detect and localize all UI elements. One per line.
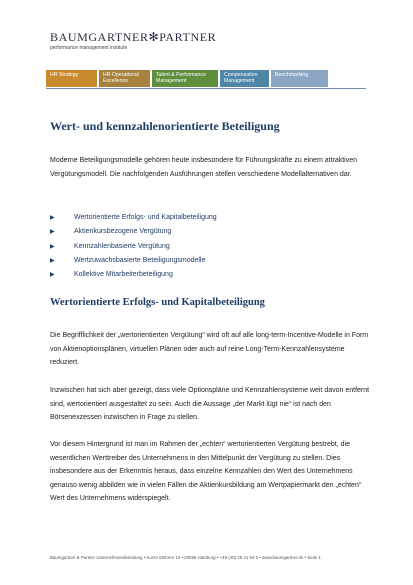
tab-talent-performance-management[interactable]: Talent & Performance Management xyxy=(152,70,218,87)
list-item[interactable] xyxy=(50,268,217,282)
nav-divider xyxy=(46,88,366,89)
bullet-arrow-icon: ▶ xyxy=(50,272,55,279)
tab-compensation-management[interactable]: Compensation Management xyxy=(220,70,269,87)
bullet-arrow-icon: ▶ xyxy=(50,257,55,264)
list-item-label: Wertzuwachsbasierte Beteiligungsmodelle xyxy=(74,256,206,264)
tab-hr-strategy[interactable]: HR Strategy xyxy=(46,70,97,87)
list-item-label: Wertorientierte Erfolgs- und Kapitalbeteiligung xyxy=(74,214,217,221)
tab-benchmarking[interactable]: Benchmarking xyxy=(271,70,328,87)
company-logo xyxy=(50,31,216,51)
logo-name: BAUMGARTNER✻PARTNER xyxy=(50,30,217,44)
body-paragraph: Inzwischen hat sich aber gezeigt, dass viele Optionspläne und Kennzahlensysteme weit davon entfernt sind, wertorientiert ausgestaltet zu sein. Auch die Aussage „der Markt lügt nie“ ist nach den Börsenexzessen inzwischen in Frage zu stellen. xyxy=(50,387,370,421)
body-paragraph: Vor diesem Hintergrund ist man im Rahmen der „echten“ wertorientierten Vergütung bestrebt, die wesentlichen Werttreiber des Unternehmens in den Mittelpunkt der Vergütung zu stellen. Dies insbesondere aus der Erkenntnis heraus, dass einzelne Kennzahlen den Wert des Unternehmens genauso wenig abbilden wie in vielen Fällen die Aktienkursbildung am Wertpapiermarkt den „echten“ Wert des Unternehmens widerspiegelt. xyxy=(50,441,362,502)
page-footer: Baumgartner & Partner Unternehmensberatung • Kurze Mühren 13 • 20095 Hamburg • +49 (40) 28 41 64 0 • www.baumgartner.de • Seite 1 xyxy=(50,555,321,560)
section-heading: Wertorientierte Erfolgs- und Kapitalbeteiligung xyxy=(50,297,265,308)
bullet-arrow-icon: ▶ xyxy=(50,243,55,250)
list-item-label: Kennzahlenbasierte Vergütung xyxy=(74,242,170,250)
list-item[interactable] xyxy=(50,211,217,225)
list-item[interactable] xyxy=(50,240,217,254)
tab-hr-operational-excellence[interactable]: HR Operational Excellence xyxy=(99,70,150,87)
list-item[interactable] xyxy=(50,225,217,239)
list-item-label: Aktienkursbezogene Vergütung xyxy=(74,228,172,236)
bullet-arrow-icon: ▶ xyxy=(50,215,55,221)
bullet-arrow-icon: ▶ xyxy=(50,229,55,236)
body-paragraph: Die Begrifflichkeit der „wertorientierten Vergütung“ wird oft auf alle long-term-Incentive-Modelle in Form von Aktienoptionsplänen, virtuellen Plänen oder auch auf reine Long-Term-Kennzahlensysteme reduziert. xyxy=(50,332,369,366)
logo-tagline: performance management institute xyxy=(50,45,128,51)
intro-paragraph: Moderne Beteiligungsmodelle gehören heute insbesondere für Führungskräfte zu einem attraktiven Vergütungsmodell. Die nachfolgenden Ausführungen stellen verschiedene Modellalternativen dar. xyxy=(50,157,358,178)
section-nav xyxy=(46,70,328,87)
list-item-label: Kollektive Mitarbeiterbeteiligung xyxy=(74,271,173,279)
model-list xyxy=(50,211,217,282)
list-item[interactable] xyxy=(50,254,217,268)
page-title: Wert- und kennzahlenorientierte Beteiligung xyxy=(50,119,280,133)
